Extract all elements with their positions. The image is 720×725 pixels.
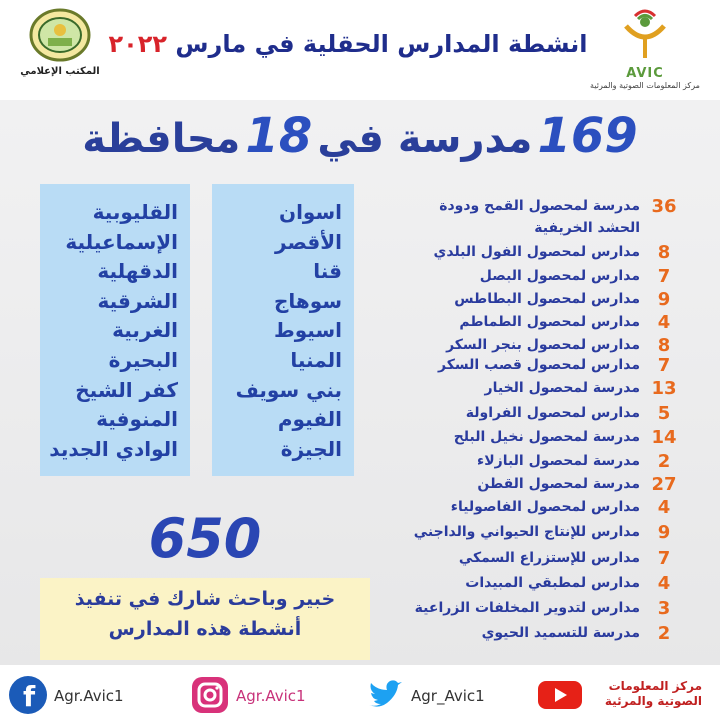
school-row — [380, 289, 680, 313]
header — [0, 0, 720, 100]
school-text: مدرسة لمحصول البازلاء — [477, 453, 640, 469]
social-footer — [0, 665, 720, 725]
schools-count: 169 — [537, 108, 638, 164]
school-row — [380, 196, 680, 220]
governorate-item: الإسماعيلية — [65, 229, 178, 254]
school-count: 7 — [657, 266, 671, 287]
school-text: مدارس لمحصول البصل — [479, 268, 640, 284]
governorate-item: الأقصر — [275, 229, 342, 254]
school-row — [380, 598, 680, 622]
instagram-link[interactable] — [190, 675, 360, 715]
governorates-count: 18 — [245, 108, 313, 164]
school-row — [380, 378, 680, 402]
experts-line-2: أنشطة هذه المدارس — [108, 618, 302, 640]
school-row — [380, 474, 680, 498]
school-row — [380, 403, 680, 427]
avic-abbrev: AVIC — [626, 66, 664, 81]
experts-box — [40, 578, 370, 660]
governorates-list-right — [212, 184, 354, 464]
school-text: مدارس للإستزراع السمكي — [458, 550, 640, 566]
experts-line-1: خبير وباحث شارك في تنفيذ — [74, 588, 336, 610]
school-text: مدرسة لمحصول القطن — [477, 476, 640, 492]
school-row — [380, 548, 680, 572]
school-row — [380, 266, 680, 290]
facebook-link[interactable] — [8, 675, 178, 715]
twitter-handle: Agr_Avic1 — [411, 687, 485, 705]
school-count: 27 — [651, 474, 677, 495]
school-row — [380, 451, 680, 475]
governorate-item: اسوان — [279, 200, 342, 224]
school-row — [380, 355, 680, 379]
satellite-dish-icon — [618, 8, 672, 62]
ministry-seal-icon — [29, 8, 91, 62]
school-text: مدارس لمحصول الفراولة — [465, 405, 640, 421]
governorate-item: اسيوط — [274, 318, 342, 343]
youtube-icon — [536, 675, 584, 715]
school-row — [380, 242, 680, 266]
title-year: ٢٠٢٢ — [108, 30, 168, 58]
title-text: انشطة المدارس الحقلية في مارس — [175, 30, 588, 58]
page-title — [108, 30, 588, 58]
governorate-item: الغربية — [112, 318, 178, 343]
school-text: مدارس لمحصول الفول البلدي — [433, 244, 640, 260]
experts-count: 650 — [148, 507, 262, 570]
ministry-logo — [20, 8, 100, 93]
school-count: 14 — [651, 427, 677, 448]
school-count: 9 — [657, 289, 671, 310]
governorate-item: كفر الشيخ — [75, 377, 178, 402]
school-row — [380, 522, 680, 546]
instagram-handle: Agr.Avic1 — [236, 687, 306, 705]
governorate-item: البحيرة — [108, 347, 178, 372]
school-count: 5 — [657, 403, 671, 424]
school-row — [380, 218, 680, 242]
governorates-word: محافظة — [82, 116, 241, 162]
avic-name: مركز المعلومات الصوتية والمرئية — [590, 81, 700, 90]
school-count: 2 — [657, 623, 671, 644]
school-text: مدرسة للتسميد الحيوي — [481, 625, 640, 641]
governorate-item: القليوبية — [92, 200, 178, 224]
governorate-item: بني سويف — [235, 377, 342, 402]
governorate-item: المنوفية — [96, 407, 178, 432]
facebook-icon — [8, 675, 48, 715]
school-count: 2 — [657, 451, 671, 472]
youtube-channel: مركز المعلومات الصوتية والمرئية — [604, 679, 702, 708]
school-text: مدرسة لمحصول الخيار — [484, 380, 640, 396]
school-text: مدارس لمحصول الطماطم — [459, 314, 640, 330]
school-text: مدارس لتدوير المخلفات الزراعية — [414, 600, 640, 616]
avic-logo — [590, 8, 700, 88]
governorates-box-right — [212, 184, 354, 476]
governorate-item: الفيوم — [277, 407, 342, 432]
school-count: 4 — [657, 312, 671, 333]
governorates-box-left — [40, 184, 190, 476]
school-count: 4 — [657, 573, 671, 594]
twitter-link[interactable] — [365, 675, 535, 715]
school-text: مدارس لمحصول قصب السكر — [438, 357, 640, 373]
school-text: مدارس للإنتاج الحيواني والداجني — [413, 524, 640, 540]
governorate-item: الشرقية — [97, 288, 178, 313]
school-count: 13 — [651, 378, 677, 399]
ministry-logo-caption: المكتب الإعلامي — [20, 66, 100, 77]
governorate-item: الجيزة — [280, 436, 342, 461]
school-text: مدارس لمحصول الفاصولياء — [450, 499, 640, 515]
school-text: مدرسة لمحصول القمح ودودة — [439, 198, 640, 214]
schools-word: مدرسة في — [317, 116, 533, 162]
school-count: 3 — [657, 598, 671, 619]
governorate-item: الوادي الجديد — [49, 436, 178, 461]
school-row — [380, 623, 680, 647]
governorates-list-left — [40, 184, 190, 464]
school-count: 8 — [657, 335, 671, 356]
school-count: 7 — [657, 355, 671, 376]
school-count: 4 — [657, 497, 671, 518]
school-text: مدارس لمحصول البطاطس — [454, 291, 640, 307]
school-text: مدرسة لمحصول نخيل البلح — [453, 429, 640, 445]
governorate-item: المنيا — [290, 347, 342, 372]
school-text: الحشد الخريفية — [534, 220, 640, 236]
school-text: مدارس لمحصول بنجر السكر — [446, 337, 640, 353]
twitter-icon — [365, 675, 405, 715]
school-count: 7 — [657, 548, 671, 569]
school-count: 8 — [657, 242, 671, 263]
school-row — [380, 312, 680, 336]
school-count: 36 — [651, 196, 677, 217]
governorate-item: الدقهلية — [97, 259, 178, 284]
instagram-icon — [190, 675, 230, 715]
summary-banner — [0, 108, 720, 170]
schools-list — [380, 196, 680, 644]
svg-text:f: f — [23, 680, 36, 713]
governorate-item: قنا — [313, 259, 342, 284]
school-row — [380, 573, 680, 597]
governorate-item: سوهاج — [274, 288, 342, 313]
school-row — [380, 497, 680, 521]
youtube-link[interactable] — [536, 675, 716, 715]
school-count: 9 — [657, 522, 671, 543]
school-text: مدارس لمطبقي المبيدات — [465, 575, 640, 591]
school-row — [380, 427, 680, 451]
facebook-handle: Agr.Avic1 — [54, 687, 124, 705]
